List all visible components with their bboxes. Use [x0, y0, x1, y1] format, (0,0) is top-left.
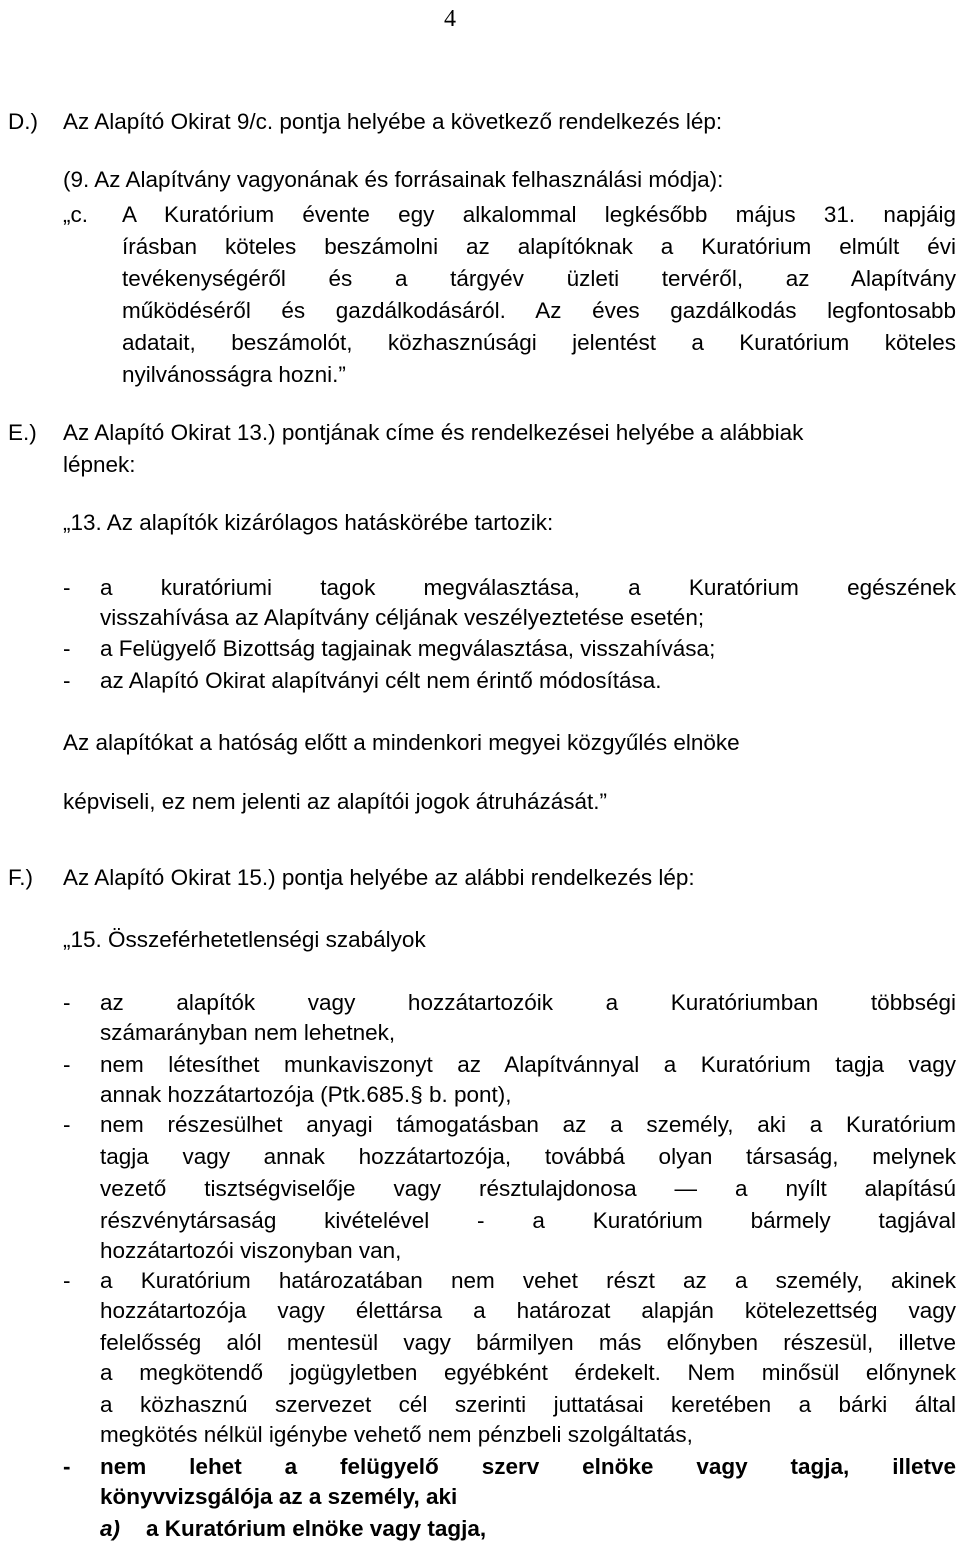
sub-item-a-label: a) — [100, 1516, 121, 1541]
section-f-bullet-4-cont: a közhasznú szervezet cél szerinti juttatásai keretében a bárki által — [100, 1392, 956, 1417]
list-dash: - — [63, 1112, 71, 1137]
section-d-line: adatait, beszámolót, közhasznúsági jelentést a Kuratórium köteles — [122, 330, 956, 355]
section-f-bold-bullet: nem lehet a felügyelő szerv elnöke vagy tagja, illetve — [100, 1454, 956, 1479]
section-f-bullet-1-cont: számarányban nem lehetnek, — [100, 1020, 396, 1045]
section-f-bullet-4-cont: megkötés nélkül igénybe vehető nem pénzbeli szolgáltatás, — [100, 1422, 693, 1447]
section-e-label: E.) — [8, 420, 37, 445]
section-f-bullet-2-cont: annak hozzátartozója (Ptk.685.§ b. pont), — [100, 1082, 512, 1107]
section-e-point-title: „13. Az alapítók kizárólagos hatáskörébe tartozik: — [63, 510, 554, 535]
section-e-para-1: Az alapítókat a hatóság előtt a mindenkori megyei közgyűlés elnöke — [63, 730, 740, 755]
section-f-bullet-1: az alapítók vagy hozzátartozóik a Kuratóriumban többségi — [100, 990, 956, 1015]
section-d-line: írásban köteles beszámolni az alapítóknak a Kuratórium elmúlt évi — [122, 234, 956, 259]
section-d-line: működéséről és gazdálkodásáról. Az éves gazdálkodás legfontosabb — [122, 298, 956, 323]
section-f-heading: Az Alapító Okirat 15.) pontja helyébe az alábbi rendelkezés lép: — [63, 865, 695, 890]
list-dash: - — [63, 1454, 71, 1479]
list-dash: - — [63, 990, 71, 1015]
section-e-bullet-3: az Alapító Okirat alapítványi célt nem érintő módosítása. — [100, 668, 662, 693]
section-f-bullet-3-cont: tagja vagy annak hozzátartozója, továbbá olyan társaság, melynek — [100, 1144, 956, 1169]
section-f-bullet-4-cont: felelősség alól mentesül vagy bármilyen más előnyben részesül, illetve — [100, 1330, 956, 1355]
section-f-bullet-3-cont: részvénytársaság kivételével - a Kuratórium bármely tagjával — [100, 1208, 956, 1233]
list-dash: - — [63, 668, 71, 693]
section-f-bullet-2: nem létesíthet munkaviszonyt az Alapítvánnyal a Kuratórium tagja vagy — [100, 1052, 956, 1077]
section-f-bold-bullet-cont: könyvvizsgálója az a személy, aki — [100, 1484, 458, 1509]
section-f-bullet-4-cont: a megkötendő jogügyletben egyébként érdekelt. Nem minősül előnynek — [100, 1360, 956, 1385]
section-f-point-title: „15. Összeférhetetlenségi szabályok — [63, 927, 426, 952]
section-d-line: A Kuratórium évente egy alkalommal legkésőbb május 31. napjáig — [122, 202, 956, 227]
section-e-bullet-2: a Felügyelő Bizottság tagjainak megválasztása, visszahívása; — [100, 636, 716, 661]
section-e-para-2: képviseli, ez nem jelenti az alapítói jogok átruházását.” — [63, 789, 608, 814]
list-dash: - — [63, 636, 71, 661]
section-f-bullet-3: nem részesülhet anyagi támogatásban az a személy, aki a Kuratórium — [100, 1112, 956, 1137]
section-e-heading-cont: lépnek: — [63, 452, 136, 477]
section-d-label: D.) — [8, 109, 38, 134]
section-f-bullet-3-cont: vezető tisztségviselője vagy résztulajdonosa — a nyílt alapítású — [100, 1176, 956, 1201]
section-d-line: tevékenységéről és a tárgyév üzleti tervéről, az Alapítvány — [122, 266, 956, 291]
section-f-bullet-4-cont: hozzátartozója vagy élettársa a határozat alapján kötelezettség vagy — [100, 1298, 956, 1323]
section-d-subheading: (9. Az Alapítvány vagyonának és forrásainak felhasználási módja): — [63, 167, 724, 192]
list-dash: - — [63, 1052, 71, 1077]
section-d-line: nyilvánosságra hozni.” — [122, 362, 346, 387]
section-e-bullet-1: a kuratóriumi tagok megválasztása, a Kuratórium egészének — [100, 575, 956, 600]
section-e-heading: Az Alapító Okirat 13.) pontjának címe és rendelkezései helyébe a alábbiak — [63, 420, 804, 445]
sub-item-a-text: a Kuratórium elnöke vagy tagja, — [146, 1516, 487, 1541]
section-d-para-prefix: „c. — [63, 202, 88, 227]
list-dash: - — [63, 575, 71, 600]
section-f-label: F.) — [8, 865, 33, 890]
list-dash: - — [63, 1268, 71, 1293]
section-f-bullet-4: a Kuratórium határozatában nem vehet részt az a személy, akinek — [100, 1268, 956, 1293]
section-f-bullet-3-cont: hozzátartozói viszonyban van, — [100, 1238, 402, 1263]
section-d-heading: Az Alapító Okirat 9/c. pontja helyébe a következő rendelkezés lép: — [63, 109, 723, 134]
section-e-bullet-1-cont: visszahívása az Alapítvány céljának veszélyeztetése esetén; — [100, 605, 705, 630]
page-number: 4 — [444, 6, 456, 32]
